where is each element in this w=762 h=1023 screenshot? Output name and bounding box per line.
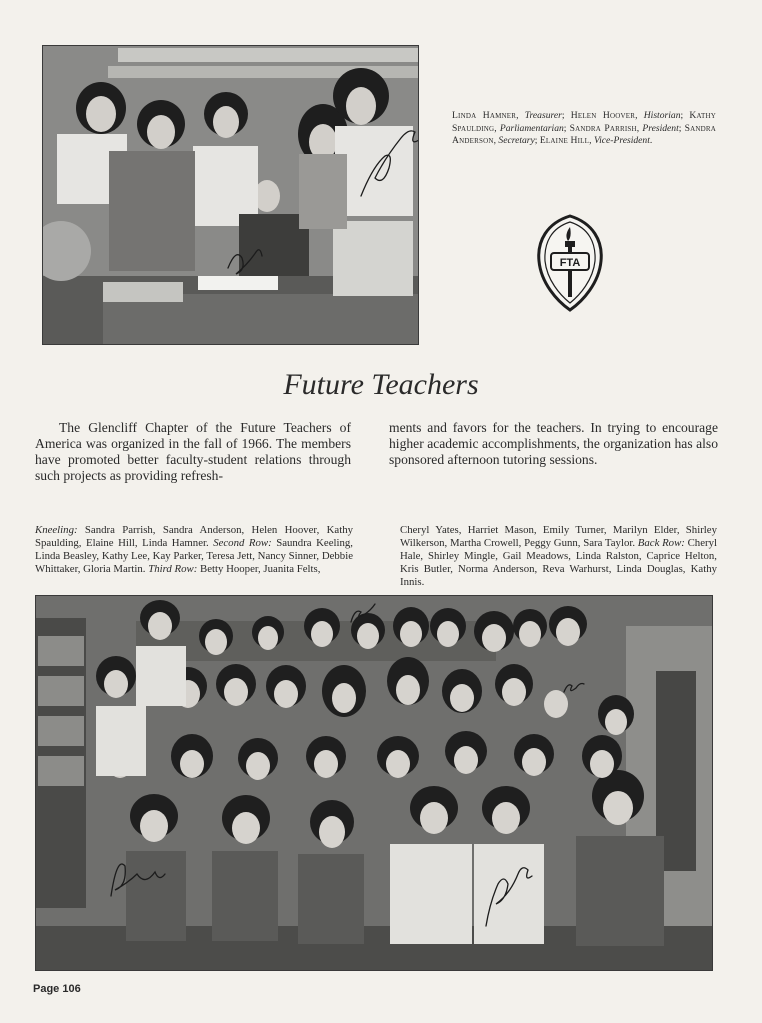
- officer-caption: Linda Hamner, Treasurer; Helen Hoover, Historian; Kathy Spaulding, Parliamentarian; Sandra Parrish, President; Sandra Anderson, Secretary; Elaine Hill, Vice-President.: [452, 110, 717, 147]
- row-label-back: Back Row:: [637, 537, 685, 549]
- fta-torch-shield-icon: [535, 213, 605, 313]
- officer-role: Secretary: [498, 135, 535, 147]
- row-names-second: Saundra Keeling, Linda Beasley, Kathy Lee, Kay Parker, Teresa Jett, Nancy Sinner, Debbie Whittaker, Gloria Martin.: [35, 537, 353, 575]
- row-label-kneeling: Kneeling:: [35, 524, 78, 536]
- group-caption-column-1: [35, 524, 353, 576]
- body-text-column-2: ments and favors for the teachers. In trying to encourage higher academic accomplishments, the organization has also sponsored afternoon tutoring sessions.: [389, 420, 718, 467]
- row-label-third: Third Row:: [148, 563, 198, 575]
- page-number: Page 106: [33, 983, 81, 995]
- group-photo: [35, 595, 713, 971]
- row-names-kneeling: Sandra Parrish, Sandra Anderson, Helen Hoover, Kathy Spaulding, Elaine Hill, Linda Hamner.: [35, 524, 353, 549]
- officer-name: Kathy Spaulding: [452, 110, 716, 134]
- officer-role: Historian: [643, 110, 681, 121]
- row-names-third-continued: Cheryl Yates, Harriet Mason, Emily Turner, Marilyn Elder, Shirley Wilkerson, Martha Crowell, Peggy Gunn, Sara Taylor.: [400, 524, 717, 549]
- officer-name: Elaine Hill: [539, 135, 590, 147]
- officer-role: Treasurer: [524, 110, 562, 121]
- officer-photo: [42, 45, 419, 345]
- body-text-column-1: The Glencliff Chapter of the Future Teachers of America was organized in the fall of 1966. The members have promoted better faculty-student relations through such projects as providing refresh-: [35, 420, 351, 483]
- officer-role: Parliamentarian: [499, 122, 564, 134]
- page-title: Future Teachers: [283, 368, 479, 401]
- officer-role: Vice-President: [593, 135, 650, 147]
- emblem-label: FTA: [559, 257, 581, 269]
- officer-name: Sandra Parrish: [569, 122, 637, 134]
- group-caption-column-2: [400, 524, 717, 589]
- officer-role: President: [642, 122, 679, 134]
- row-names-back: Cheryl Hale, Shirley Mingle, Gail Meadows, Linda Ralston, Caprice Helton, Kris Butler, Norma Anderson, Reva Warhurst, Linda Douglas, Kathy Innis.: [400, 537, 717, 588]
- officer-name: Linda Hamner: [452, 110, 517, 121]
- officer-name: Helen Hoover: [570, 110, 636, 121]
- row-names-third: Betty Hooper, Juanita Felts,: [200, 563, 321, 575]
- officer-name: Sandra Anderson: [452, 122, 717, 147]
- row-label-second: Second Row:: [213, 537, 272, 549]
